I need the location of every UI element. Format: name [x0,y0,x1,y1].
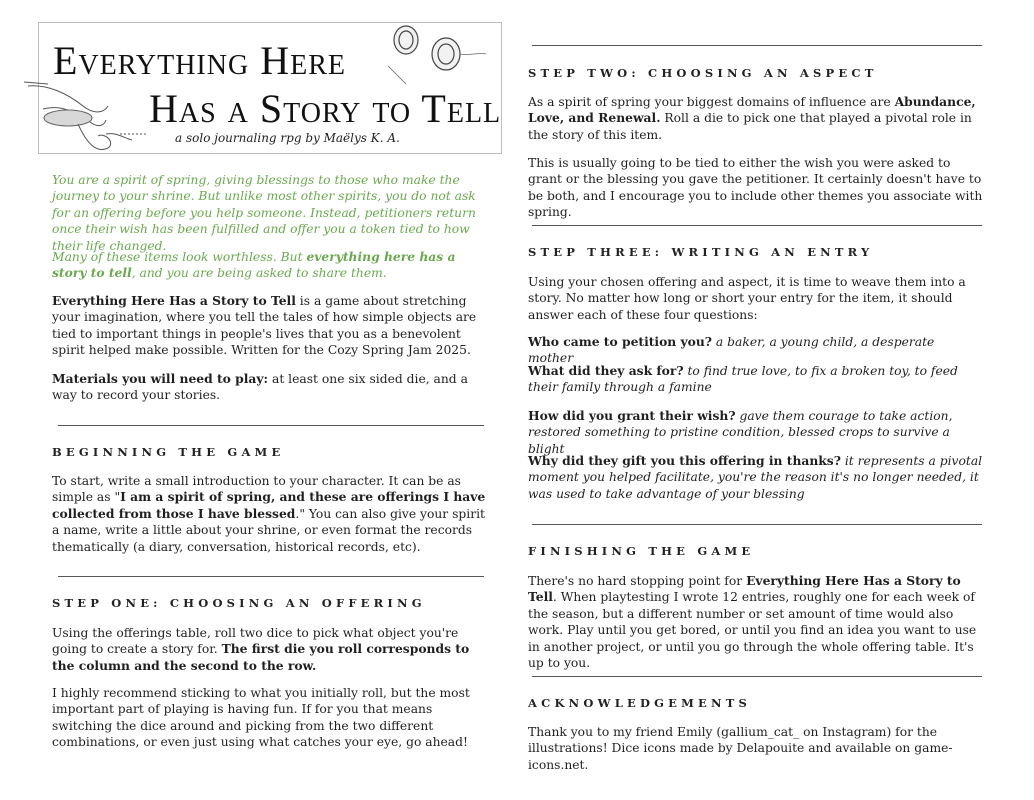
acknowledgements-paragraph: Thank you to my friend Emily (gallium_cat_ on Instagram) for the illustrations! Dice icons made by Delapouite and available on game-icons.net. [528,725,953,772]
title-line-2: Has a Story to Tell [149,86,502,131]
question-who: Who came to petition you? a baker, a young child, a desperate mother [528,334,935,366]
heading-step-two: STEP TWO: CHOOSING AN ASPECT [528,66,878,80]
divider [532,45,982,46]
question-what: What did they ask for? to find true love, to fix a broken toy, to feed their family through a famine [528,363,958,395]
step-two-paragraph-1: As a spirit of spring your biggest domains of influence are Abundance, Love, and Renewal. Roll a die to pick one that played a pivotal role in the story of this item. [528,94,976,142]
heading-step-three: STEP THREE: WRITING AN ENTRY [528,245,874,259]
title-line-1: Everything Here [53,38,346,83]
heading-beginning: BEGINNING THE GAME [52,445,285,459]
divider [532,225,982,226]
divider [58,576,484,577]
intro-emphasis: everything here has a story to tell [52,249,456,281]
heading-acknowledgements: ACKNOWLEDGEMENTS [528,696,751,710]
byline: a solo journaling rpg by Maëlys K. A. [175,131,400,145]
divider [58,425,484,426]
step-one-paragraph-2: I highly recommend sticking to what you initially roll, but the most important part of playing is having fun. If for you that means switching the dice around and picking from the two different combinations, or even just using what catches your eye, go ahead! [52,686,470,750]
step-three-paragraph: Using your chosen offering and aspect, it is time to weave them into a story. No matter how long or short your entry for the item, it should answer each of these four questions: [528,275,966,322]
step-two-paragraph-2: This is usually going to be tied to either the wish you were asked to grant or the blessing you gave the petitioner. It certainly doesn't have to be both, and I encourage you to include other themes you associate with spring. [528,156,983,220]
finishing-paragraph: There's no hard stopping point for Everything Here Has a Story to Tell. When playtesting I wrote 12 entries, roughly one for each week of the season, but a different number or set amount of time would also work. Play until you get bored, or until you find an idea you want to use in another project, or until you go through the whole offering table. It's up to you. [528,573,977,671]
offerings-illustration [8,14,508,164]
intro-paragraph-1: You are a spirit of spring, giving blessings to those who make the journey to your shrine. But unlike most other spirits, you do not ask for an offering before you help someone. Instead, petitioners return once their wish has been fulfilled and offer you a token tied to how their life changed. [52,173,476,253]
beginning-paragraph: To start, write a small introduction to your character. It can be as simple as "I am a spirit of spring, and these are offerings I have collected from those I have blessed." You can also give your spirit a name, write a little about your shrine, or even format the records thematically (a diary, conversation, historical records, etc). [52,474,486,554]
step-one-paragraph-1: Using the offerings table, roll two dice to pick what object you're going to create a story for. The first die you roll corresponds to the column and the second to the row. [52,626,470,673]
question-why: Why did they gift you this offering in thanks? it represents a pivotal moment you helped facilitate, you're the reason it's no longer needed, it was used to take advantage of your blessing [528,453,983,501]
materials-paragraph: Materials you will need to play: at least one six sided die, and a way to record your stories. [52,371,468,403]
question-how: How did you grant their wish? gave them courage to take action, restored something to pristine condition, blessed crops to survive a blight [528,408,953,456]
heading-finishing: FINISHING THE GAME [528,544,755,558]
heading-step-one: STEP ONE: CHOOSING AN OFFERING [52,596,426,610]
about-paragraph: Everything Here Has a Story to Tell is a game about stretching your imagination, where you tell the tales of how simple objects are tied to important things in people's lives that you as a benevolent spirit helped make possible. Written for the Cozy Spring Jam 2025. [52,293,477,358]
divider [532,524,982,525]
divider [532,676,982,677]
intro-paragraph-2: Many of these items look worthless. But everything here has a story to tell, and you are being asked to share them. [52,249,456,281]
